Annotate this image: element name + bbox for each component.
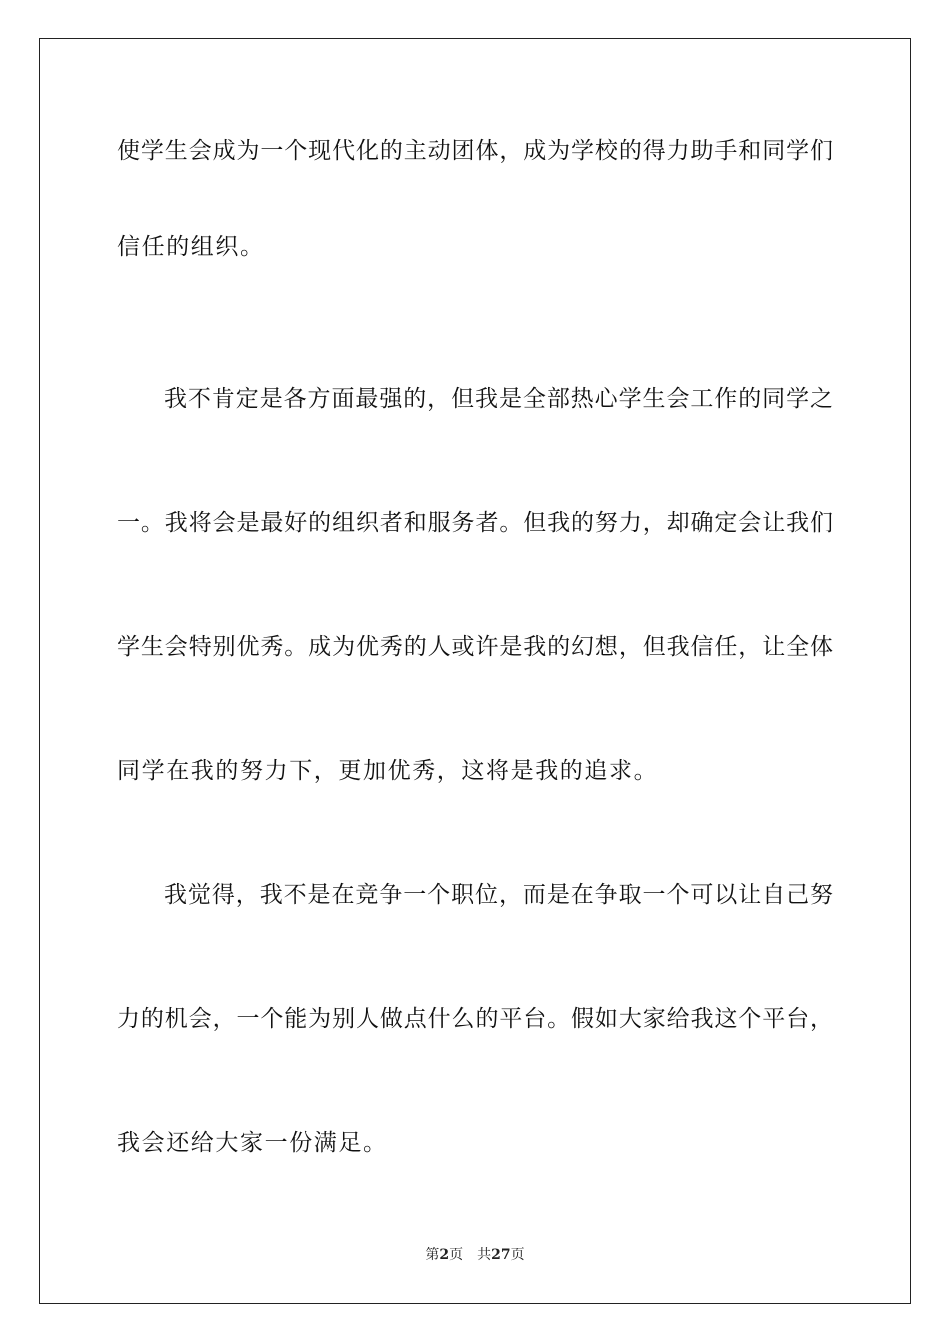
page-number-suffix: 页	[449, 1247, 464, 1263]
body-text-line: 一。我将会是最好的组织者和服务者。但我的努力，却确定会让我们	[117, 510, 833, 536]
page-frame	[39, 38, 911, 1304]
body-text-line: 信任的组织。	[117, 234, 265, 260]
body-text-line: 我不肯定是各方面最强的，但我是全部热心学生会工作的同学之	[164, 386, 833, 412]
page-total-suffix: 页	[510, 1247, 525, 1263]
page-number-prefix: 第	[425, 1247, 440, 1263]
body-text-line: 使学生会成为一个现代化的主动团体，成为学校的得力助手和同学们	[117, 138, 833, 164]
body-text-line: 同学在我的努力下，更加优秀，这将是我的追求。	[117, 758, 659, 784]
body-text-line: 我觉得，我不是在竞争一个职位，而是在争取一个可以让自己努	[164, 882, 833, 908]
body-text-line: 力的机会，一个能为别人做点什么的平台。假如大家给我这个平台，	[117, 1006, 833, 1032]
page-total-count: 27	[491, 1247, 511, 1263]
page-number-current: 2	[439, 1247, 450, 1263]
page-total-prefix: 共	[477, 1247, 492, 1263]
page-footer	[0, 1246, 950, 1264]
body-text-line: 我会还给大家一份满足。	[117, 1130, 388, 1156]
body-text-line: 学生会特别优秀。成为优秀的人或许是我的幻想，但我信任，让全体	[117, 634, 833, 660]
